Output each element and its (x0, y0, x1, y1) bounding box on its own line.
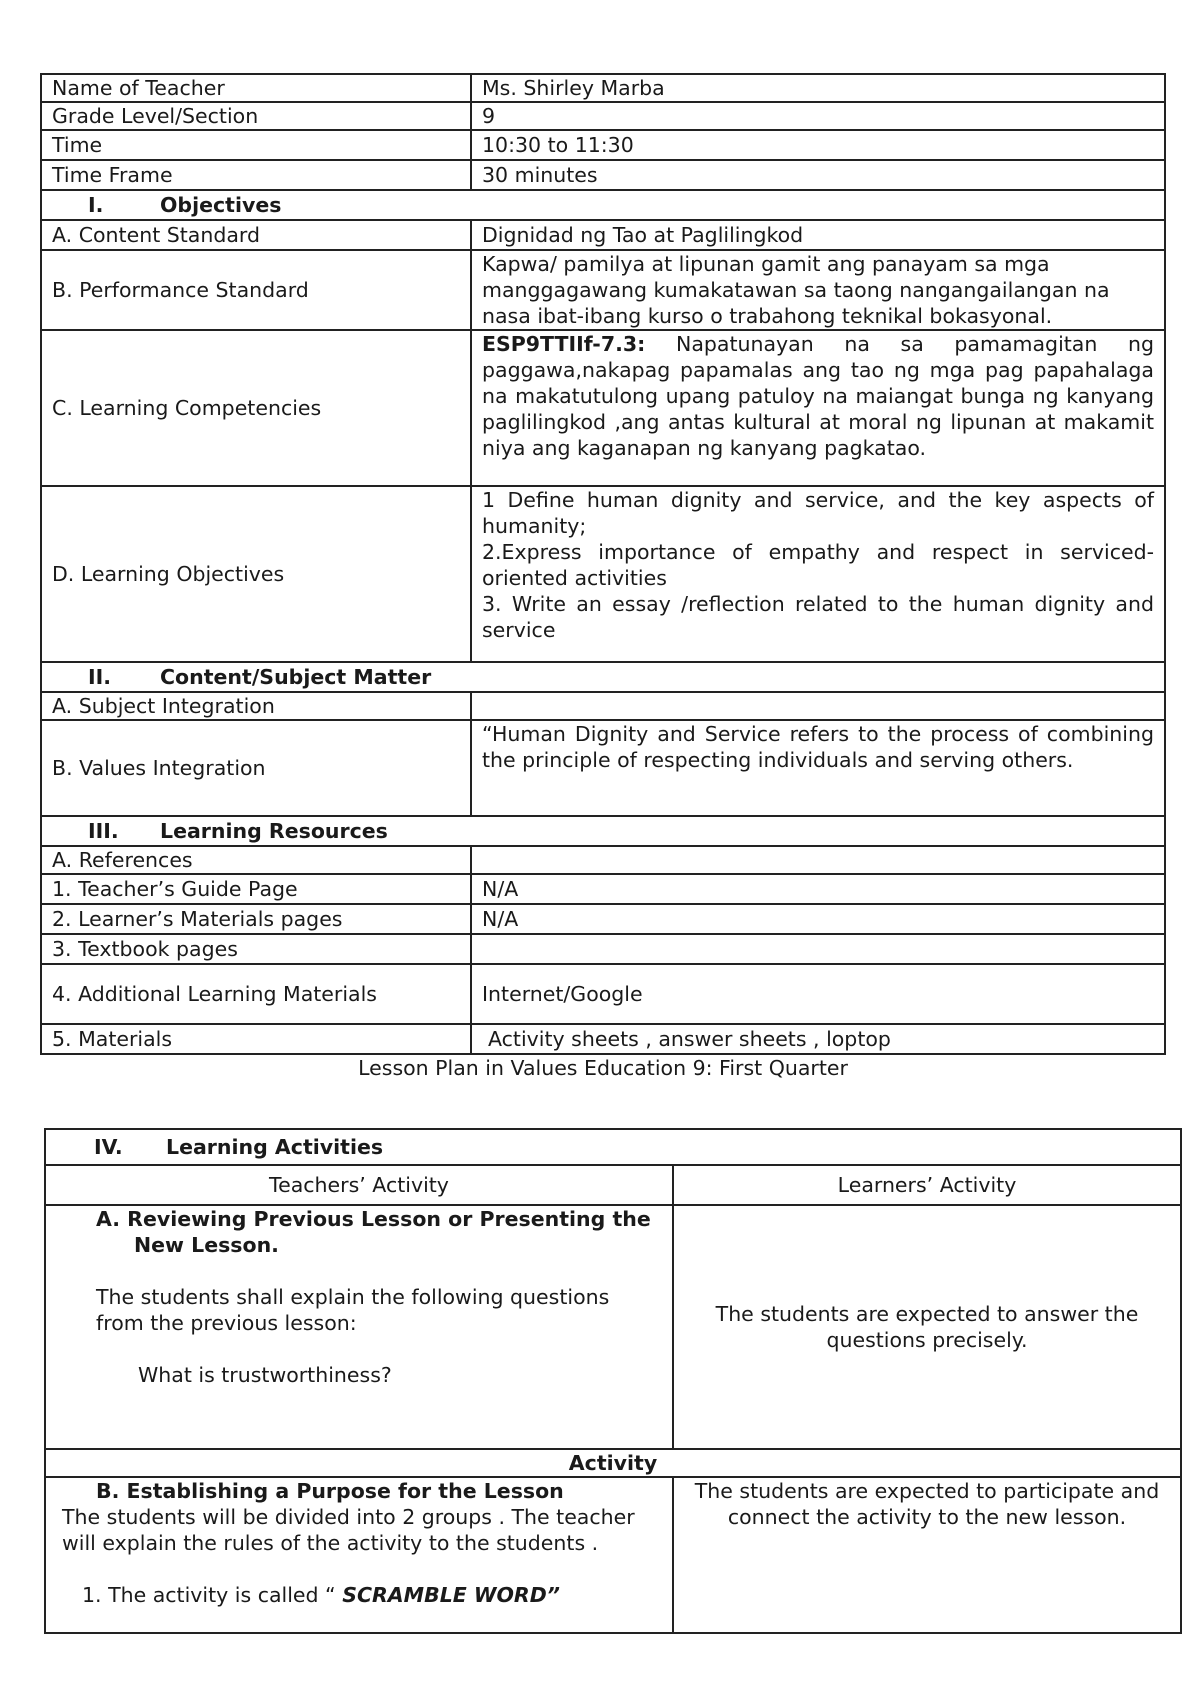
subject-integration-value (471, 692, 1165, 720)
table-row (41, 874, 1165, 904)
table-row (41, 1024, 1165, 1054)
competencies-value (471, 330, 1165, 486)
section-title: Content/Subject Matter (160, 665, 432, 689)
section-activities (45, 1129, 1181, 1165)
learning-objectives-label: D. Learning Objectives (41, 486, 471, 662)
review-learners-response: The students are expected to answer the questions precisely. (673, 1205, 1181, 1449)
activity-item-name: SCRAMBLE WORD” (342, 1583, 560, 1607)
section-title: Learning Resources (160, 819, 388, 843)
table-row (41, 330, 1165, 486)
section-row-content (41, 662, 1165, 692)
table-row (41, 220, 1165, 250)
section-row-objectives (41, 190, 1165, 220)
review-lesson-title: A. Reviewing Previous Lesson or Presenting the New Lesson. (96, 1207, 651, 1257)
performance-standard-value: Kapwa/ pamilya at lipunan gamit ang panayam sa mga manggagawang kumakatawan sa taong nangangailangan na nasa ibat-ibang kurso o trabahong teknikal bokasyonal. (471, 250, 1165, 330)
learners-activity-header: Learners’ Activity (673, 1165, 1181, 1205)
activity-label: Activity (45, 1449, 1181, 1477)
materials-value: Activity sheets , answer sheets , loptop (471, 1024, 1165, 1054)
section-content (41, 662, 1165, 692)
values-integration-label: B. Values Integration (41, 720, 471, 816)
table-row (41, 250, 1165, 330)
table-row (41, 692, 1165, 720)
table-row (41, 486, 1165, 662)
section-title: Learning Activities (166, 1135, 384, 1159)
table-row (45, 1477, 1181, 1633)
frame-value: 30 minutes (471, 160, 1165, 190)
learning-objectives-value (471, 486, 1165, 662)
references-label: A. References (41, 846, 471, 874)
subject-integration-label: A. Subject Integration (41, 692, 471, 720)
grade-value: 9 (471, 102, 1165, 130)
textbook-label: 3. Textbook pages (41, 934, 471, 964)
time-value: 10:30 to 11:30 (471, 130, 1165, 160)
lesson-info-table (40, 73, 1166, 1055)
teachers-activity-header: Teachers’ Activity (45, 1165, 673, 1205)
textbook-value (471, 934, 1165, 964)
section-number: IV. (94, 1135, 123, 1159)
review-lesson-text: The students shall explain the following questions from the previous lesson: (96, 1285, 610, 1335)
purpose-learners-response: The students are expected to participate and connect the activity to the new lesson. (673, 1477, 1181, 1633)
table-row (41, 720, 1165, 816)
section-number: III. (88, 819, 119, 843)
table-row (45, 1205, 1181, 1449)
performance-standard-label: B. Performance Standard (41, 250, 471, 330)
table-row (41, 846, 1165, 874)
competencies-label: C. Learning Competencies (41, 330, 471, 486)
learners-materials-label: 2. Learner’s Materials pages (41, 904, 471, 934)
table-row (41, 130, 1165, 160)
additional-materials-value: Internet/Google (471, 964, 1165, 1024)
purpose-lesson-title: B. Establishing a Purpose for the Lesson (96, 1479, 564, 1503)
section-number: I. (88, 193, 104, 217)
learning-activities-table (44, 1128, 1182, 1634)
references-value (471, 846, 1165, 874)
table-row (45, 1449, 1181, 1477)
table-row (41, 102, 1165, 130)
objective-item: 1 Define human dignity and service, and the key aspects of humanity; (482, 488, 1154, 538)
teacher-value: Ms. Shirley Marba (471, 74, 1165, 102)
section-row-activities (45, 1129, 1181, 1165)
grade-label: Grade Level/Section (41, 102, 471, 130)
section-resources (41, 816, 1165, 846)
table-row (41, 904, 1165, 934)
table-row (41, 74, 1165, 102)
purpose-lesson-cell (45, 1477, 673, 1633)
learners-materials-value: N/A (471, 904, 1165, 934)
table-row (41, 934, 1165, 964)
section-title: Objectives (160, 193, 282, 217)
review-question: What is trustworthiness? (138, 1363, 392, 1387)
section-objectives (41, 190, 1165, 220)
content-standard-label: A. Content Standard (41, 220, 471, 250)
purpose-lesson-text: The students will be divided into 2 groups . The teacher will explain the rules of the activity to the students . (62, 1505, 635, 1555)
time-label: Time (41, 130, 471, 160)
table-row (41, 160, 1165, 190)
document-caption: Lesson Plan in Values Education 9: First Quarter (358, 1056, 848, 1080)
content-standard-value: Dignidad ng Tao at Paglilingkod (471, 220, 1165, 250)
frame-label: Time Frame (41, 160, 471, 190)
teacher-label: Name of Teacher (41, 74, 471, 102)
section-number: II. (88, 665, 112, 689)
objective-item: 3. Write an essay /reflection related to the human dignity and service (482, 592, 1154, 642)
activity-item-prefix: 1. The activity is called “ (82, 1583, 343, 1607)
materials-label: 5. Materials (41, 1024, 471, 1054)
competency-code: ESP9TTIIf-7.3: (482, 332, 646, 356)
competency-text: Napatunayan na sa pamamagitan ng paggawa,nakapag papamalas ang tao ng mga pag papahalaga na makatutulong upang patuloy na maiangat bunga ng kanyang paglilingkod ,ang antas kultural at moral ng lipunan at makamit niya ang kaganapan ng kanyang pagkatao. (482, 332, 1154, 460)
table-header-row (45, 1165, 1181, 1205)
objective-item: 2.Express importance of empathy and respect in serviced-oriented activities (482, 540, 1154, 590)
review-lesson-cell (45, 1205, 673, 1449)
table-row (41, 964, 1165, 1024)
additional-materials-label: 4. Additional Learning Materials (41, 964, 471, 1024)
teachers-guide-label: 1. Teacher’s Guide Page (41, 874, 471, 904)
section-row-resources (41, 816, 1165, 846)
values-integration-value: “Human Dignity and Service refers to the process of combining the principle of respecting individuals and serving others. (471, 720, 1165, 816)
teachers-guide-value: N/A (471, 874, 1165, 904)
activity-item (58, 1582, 660, 1608)
